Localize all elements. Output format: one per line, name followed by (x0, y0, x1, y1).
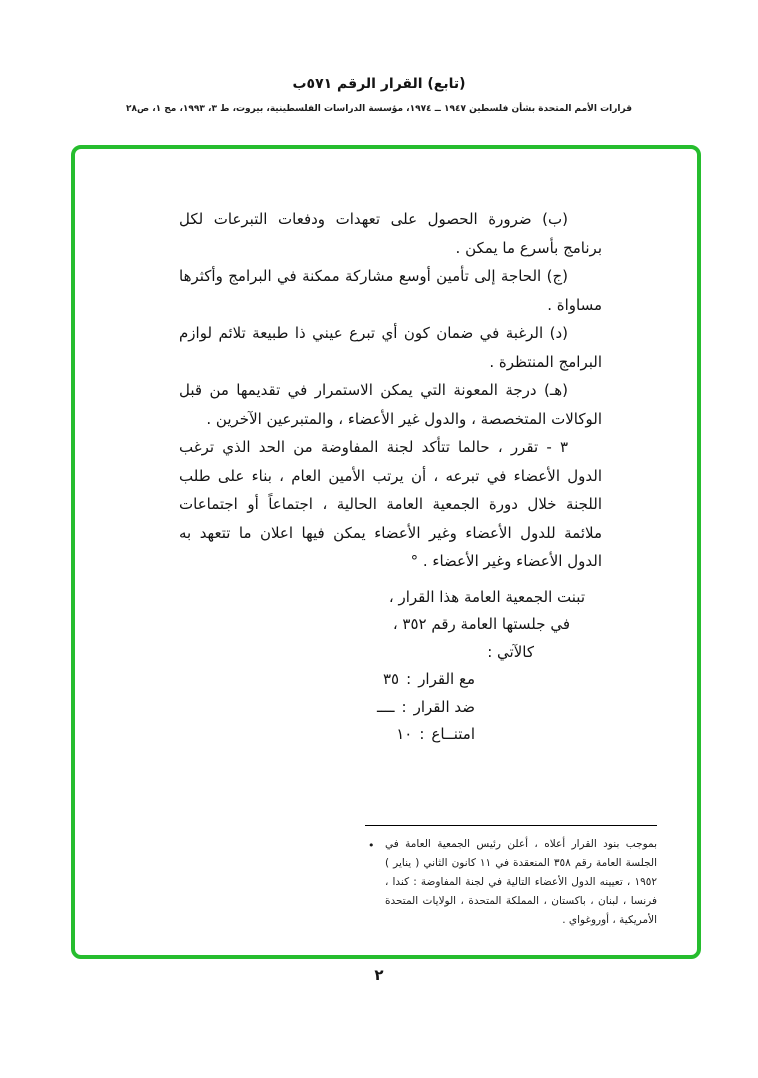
resolution-body (179, 205, 602, 749)
vote-row (179, 721, 602, 749)
footnote-marker: • (368, 839, 375, 852)
vote-label: مع القرار (418, 670, 475, 688)
adoption-line: كالآتي : (487, 642, 534, 661)
vote-separator: : (401, 697, 407, 716)
footnote-text: بموجب بنود القرار أعلاه ، أعلن رئيس الجمعية العامة في الجلسة العامة رقم ٣٥٨ المنعقدة في ١١ كانون الثاني ( يناير ) ١٩٥٢ ، تعيينه الدول الأعضاء التالية في لجنة المفاوضة : كندا ، فرنسا ، لبنان ، باكستان ، المملكة المتحدة ، الولايات المتحدة الأمريكية ، أوروغواي . (385, 838, 658, 926)
vote-separator: : (419, 725, 425, 743)
page-number: ٢ (374, 966, 384, 984)
vote-value: ٣٥ (383, 670, 400, 688)
vote-value: ١٠ (396, 725, 413, 743)
adoption-line: تبنت الجمعية العامة هذا القرار ، (388, 587, 585, 606)
footnote-divider (365, 825, 657, 826)
body-paragraph: (ب) ضرورة الحصول على تعهدات ودفعات التبرعات لكل برنامج بأسرع ما يمكن . (179, 210, 602, 257)
vote-label: ضد القرار (413, 697, 475, 716)
source-citation: قرارات الأمم المتحدة بشأن فلسطين ١٩٤٧ ــ ١٩٧٤، مؤسسة الدراسات الفلسطينية، بيروت، ط ٣، ١٩٩٣، مج ١، ص٢٨ (126, 104, 632, 114)
body-paragraph: (هـ) درجة المعونة التي يمكن الاستمرار في تقديمها من قبل الوكالات المتخصصة ، والدول غير الأعضاء ، والمتبرعين الآخرين . (179, 381, 602, 428)
footnote-section (365, 825, 657, 930)
vote-separator: : (406, 670, 412, 688)
vote-results (179, 666, 602, 749)
body-paragraph: (د) الرغبة في ضمان كون أي تبرع عيني ذا طبيعة تلائم لوازم البرامج المنتظرة . (179, 324, 602, 371)
body-paragraph: (ج) الحاجة إلى تأمين أوسع مشاركة ممكنة في البرامج وأكثرها مساواة . (179, 267, 602, 314)
body-paragraph: ٣ - تقرر ، حالما تتأكد لجنة المفاوضة من الحد الذي ترغب الدول الأعضاء في تبرعه ، أن يرتب الأمين العام ، بناء على طلب اللجنة خلال دورة الجمعية العامة الحالية ، اجتماعاً أو اجتماعات ملائمة للدول الأعضاء وغير الأعضاء يمكن فيها اعلان ما تتعهد به الدول الأعضاء وغير الأعضاء . ° (179, 438, 602, 570)
footnote (365, 835, 657, 930)
adoption-line: في جلستها العامة رقم ٣٥٢ ، (392, 615, 570, 633)
document-title: (تابع) القرار الرقم ٥٧١ب (292, 76, 466, 92)
adoption-statement (179, 584, 602, 667)
highlight-region (71, 145, 701, 959)
vote-value: ــــ (376, 697, 395, 716)
vote-label: امتنــاع (431, 725, 475, 743)
vote-row (179, 694, 602, 722)
vote-row (179, 666, 602, 694)
